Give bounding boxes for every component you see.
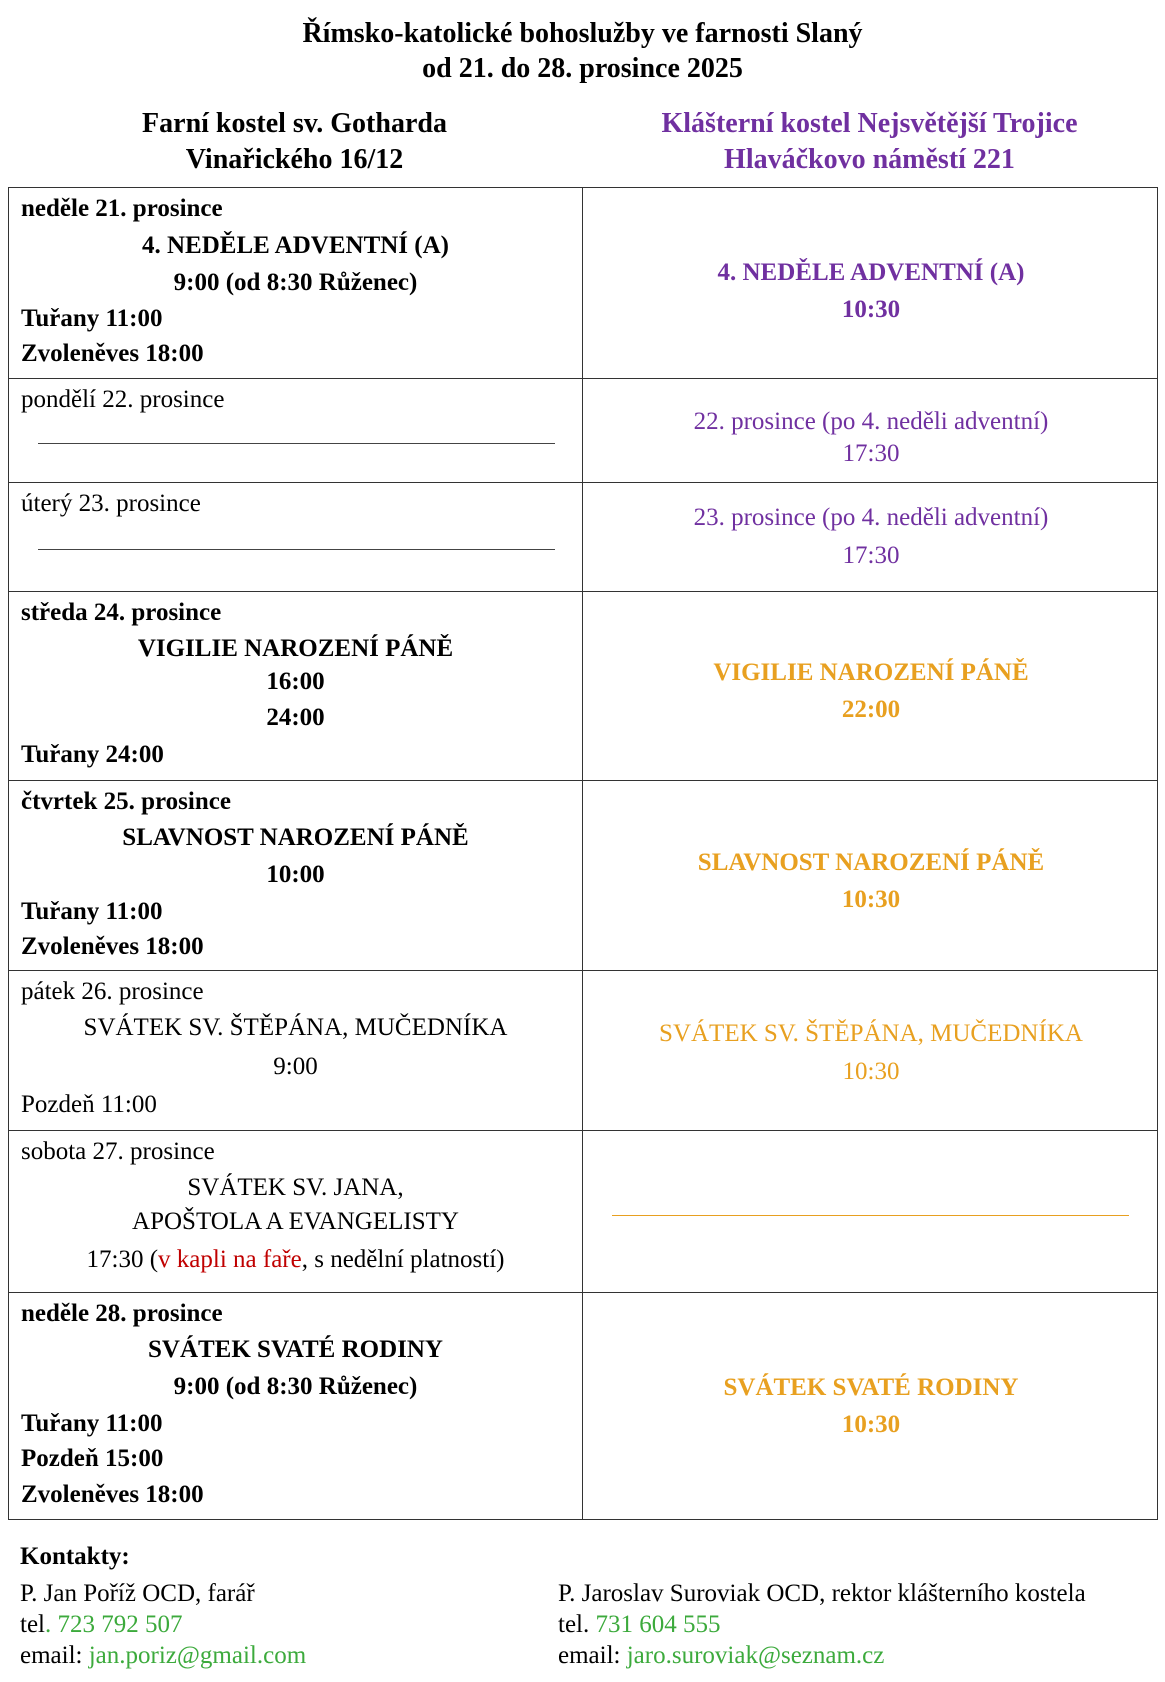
- phone-link[interactable]: 731 604 555: [595, 1611, 721, 1638]
- right-cell: [583, 188, 1158, 379]
- left-cell: [9, 592, 583, 781]
- tel-label: tel: [20, 1611, 45, 1638]
- table-row: [9, 1293, 1158, 1520]
- mass-time: 10:00: [266, 861, 325, 888]
- chapel-place: v kapli na faře: [158, 1246, 302, 1273]
- email-link[interactable]: jan.poriz@gmail.com: [88, 1642, 307, 1669]
- feast-label: 4. NEDĚLE ADVENTNÍ (A): [142, 232, 449, 259]
- mass-time: 17:30: [842, 542, 900, 569]
- feast-label: SVÁTEK SV. JANA,: [187, 1174, 404, 1201]
- left-church-address: Vinařického 16/12: [185, 144, 404, 175]
- time-prefix: 17:30 (: [86, 1246, 159, 1273]
- mass-time: 22:00: [841, 696, 901, 723]
- feast-label: SVÁTEK SVATÉ RODINY: [148, 1336, 443, 1363]
- extra-mass: Tuřany 11:00: [21, 305, 163, 332]
- day-label: pondělí 22. prosince: [21, 386, 225, 413]
- page-title: Římsko-katolické bohoslužby ve farnosti Slaný: [302, 18, 863, 49]
- right-cell: [583, 592, 1158, 781]
- table-row: [9, 379, 1158, 483]
- left-contact-name: P. Jan Poříž OCD, farář: [20, 1580, 255, 1607]
- left-cell: [9, 1131, 583, 1293]
- feast-label: 22. prosince (po 4. neděli adventní): [693, 408, 1049, 435]
- extra-mass: Zvoleněves 18:00: [21, 933, 204, 960]
- feast-label: 4. NEDĚLE ADVENTNÍ (A): [717, 259, 1025, 286]
- left-cell: [9, 1293, 583, 1520]
- time-suffix: , s nedělní platností): [301, 1246, 505, 1273]
- feast-label: APOŠTOLA A EVANGELISTY: [132, 1208, 459, 1235]
- phone-link[interactable]: . 723 792 507: [45, 1611, 183, 1638]
- extra-mass: Tuřany 11:00: [21, 1410, 163, 1437]
- right-cell: [583, 1131, 1158, 1293]
- table-row: [9, 592, 1158, 781]
- right-contact-name: P. Jaroslav Suroviak OCD, rektor klášterního kostela: [558, 1580, 1086, 1607]
- mass-time: 24:00: [266, 704, 325, 731]
- feast-label: 23. prosince (po 4. neděli adventní): [693, 504, 1049, 531]
- table-row: [9, 483, 1158, 592]
- feast-label: SLAVNOST NAROZENÍ PÁNĚ: [697, 849, 1045, 876]
- contacts-heading: Kontakty:: [20, 1543, 130, 1570]
- schedule-table: [8, 187, 1158, 1520]
- feast-label: SVÁTEK SV. ŠTĚPÁNA, MUČEDNÍKA: [659, 1020, 1083, 1047]
- left-cell: [9, 379, 583, 483]
- extra-mass: Zvoleněves 18:00: [21, 340, 204, 367]
- day-label: sobota 27. prosince: [21, 1138, 215, 1165]
- email-label: email:: [558, 1642, 627, 1669]
- day-label: úterý 23. prosince: [21, 490, 201, 517]
- right-church-address: Hlaváčkovo náměstí 221: [724, 144, 1015, 175]
- left-cell: [9, 188, 583, 379]
- feast-label: SLAVNOST NAROZENÍ PÁNĚ: [122, 824, 469, 851]
- day-label: středa 24. prosince: [21, 599, 222, 626]
- extra-mass: Zvoleněves 18:00: [21, 1481, 204, 1508]
- extra-mass: Pozdeň 11:00: [21, 1091, 157, 1118]
- left-cell: [9, 483, 583, 592]
- table-row: [9, 188, 1158, 379]
- mass-time: [9, 1245, 582, 1275]
- table-row: [9, 781, 1158, 971]
- mass-time: 17:30: [842, 440, 900, 467]
- blank-line: [612, 1215, 1129, 1216]
- mass-time: 10:30: [841, 296, 901, 323]
- tel-label: tel.: [558, 1611, 596, 1638]
- mass-time: 10:30: [842, 1058, 900, 1085]
- extra-mass: Pozdeň 15:00: [21, 1445, 164, 1472]
- feast-label: SVÁTEK SVATÉ RODINY: [723, 1374, 1019, 1401]
- feast-label: SVÁTEK SV. ŠTĚPÁNA, MUČEDNÍKA: [83, 1014, 508, 1041]
- table-row: [9, 1131, 1158, 1293]
- feast-label: VIGILIE NAROZENÍ PÁNĚ: [713, 659, 1029, 686]
- email-label: email:: [20, 1642, 89, 1669]
- mass-time: 9:00 (od 8:30 Růženec): [173, 269, 418, 296]
- email-link[interactable]: jaro.suroviak@seznam.cz: [626, 1642, 885, 1669]
- day-label: neděle 21. prosince: [21, 195, 223, 222]
- left-contact-tel: [20, 1609, 183, 1640]
- right-cell: [583, 781, 1158, 971]
- feast-label: VIGILIE NAROZENÍ PÁNĚ: [137, 635, 454, 662]
- blank-line: [38, 443, 555, 444]
- right-contact-email: [558, 1640, 884, 1671]
- extra-mass: Tuřany 24:00: [21, 741, 164, 768]
- blank-line: [38, 549, 555, 550]
- right-church-name: Klášterní kostel Nejsvětější Trojice: [661, 108, 1078, 139]
- left-cell: [9, 971, 583, 1131]
- left-cell: [9, 781, 583, 971]
- mass-time: 10:30: [841, 1411, 901, 1438]
- left-contact-email: [20, 1640, 306, 1671]
- right-cell: [583, 483, 1158, 592]
- right-cell: [583, 379, 1158, 483]
- table-row: [9, 971, 1158, 1131]
- right-contact-tel: [558, 1609, 721, 1640]
- extra-mass: Tuřany 11:00: [21, 898, 163, 925]
- mass-time: 16:00: [266, 668, 325, 695]
- right-cell: [583, 971, 1158, 1131]
- mass-time: 9:00: [273, 1053, 318, 1080]
- page-subtitle: od 21. do 28. prosince 2025: [422, 53, 743, 84]
- left-church-name: Farní kostel sv. Gotharda: [142, 108, 447, 139]
- day-label: čtvrtek 25. prosince: [21, 788, 231, 815]
- right-cell: [583, 1293, 1158, 1520]
- day-label: pátek 26. prosince: [21, 978, 204, 1005]
- mass-time: 9:00 (od 8:30 Růženec): [173, 1373, 418, 1400]
- mass-time: 10:30: [841, 886, 901, 913]
- day-label: neděle 28. prosince: [21, 1300, 223, 1327]
